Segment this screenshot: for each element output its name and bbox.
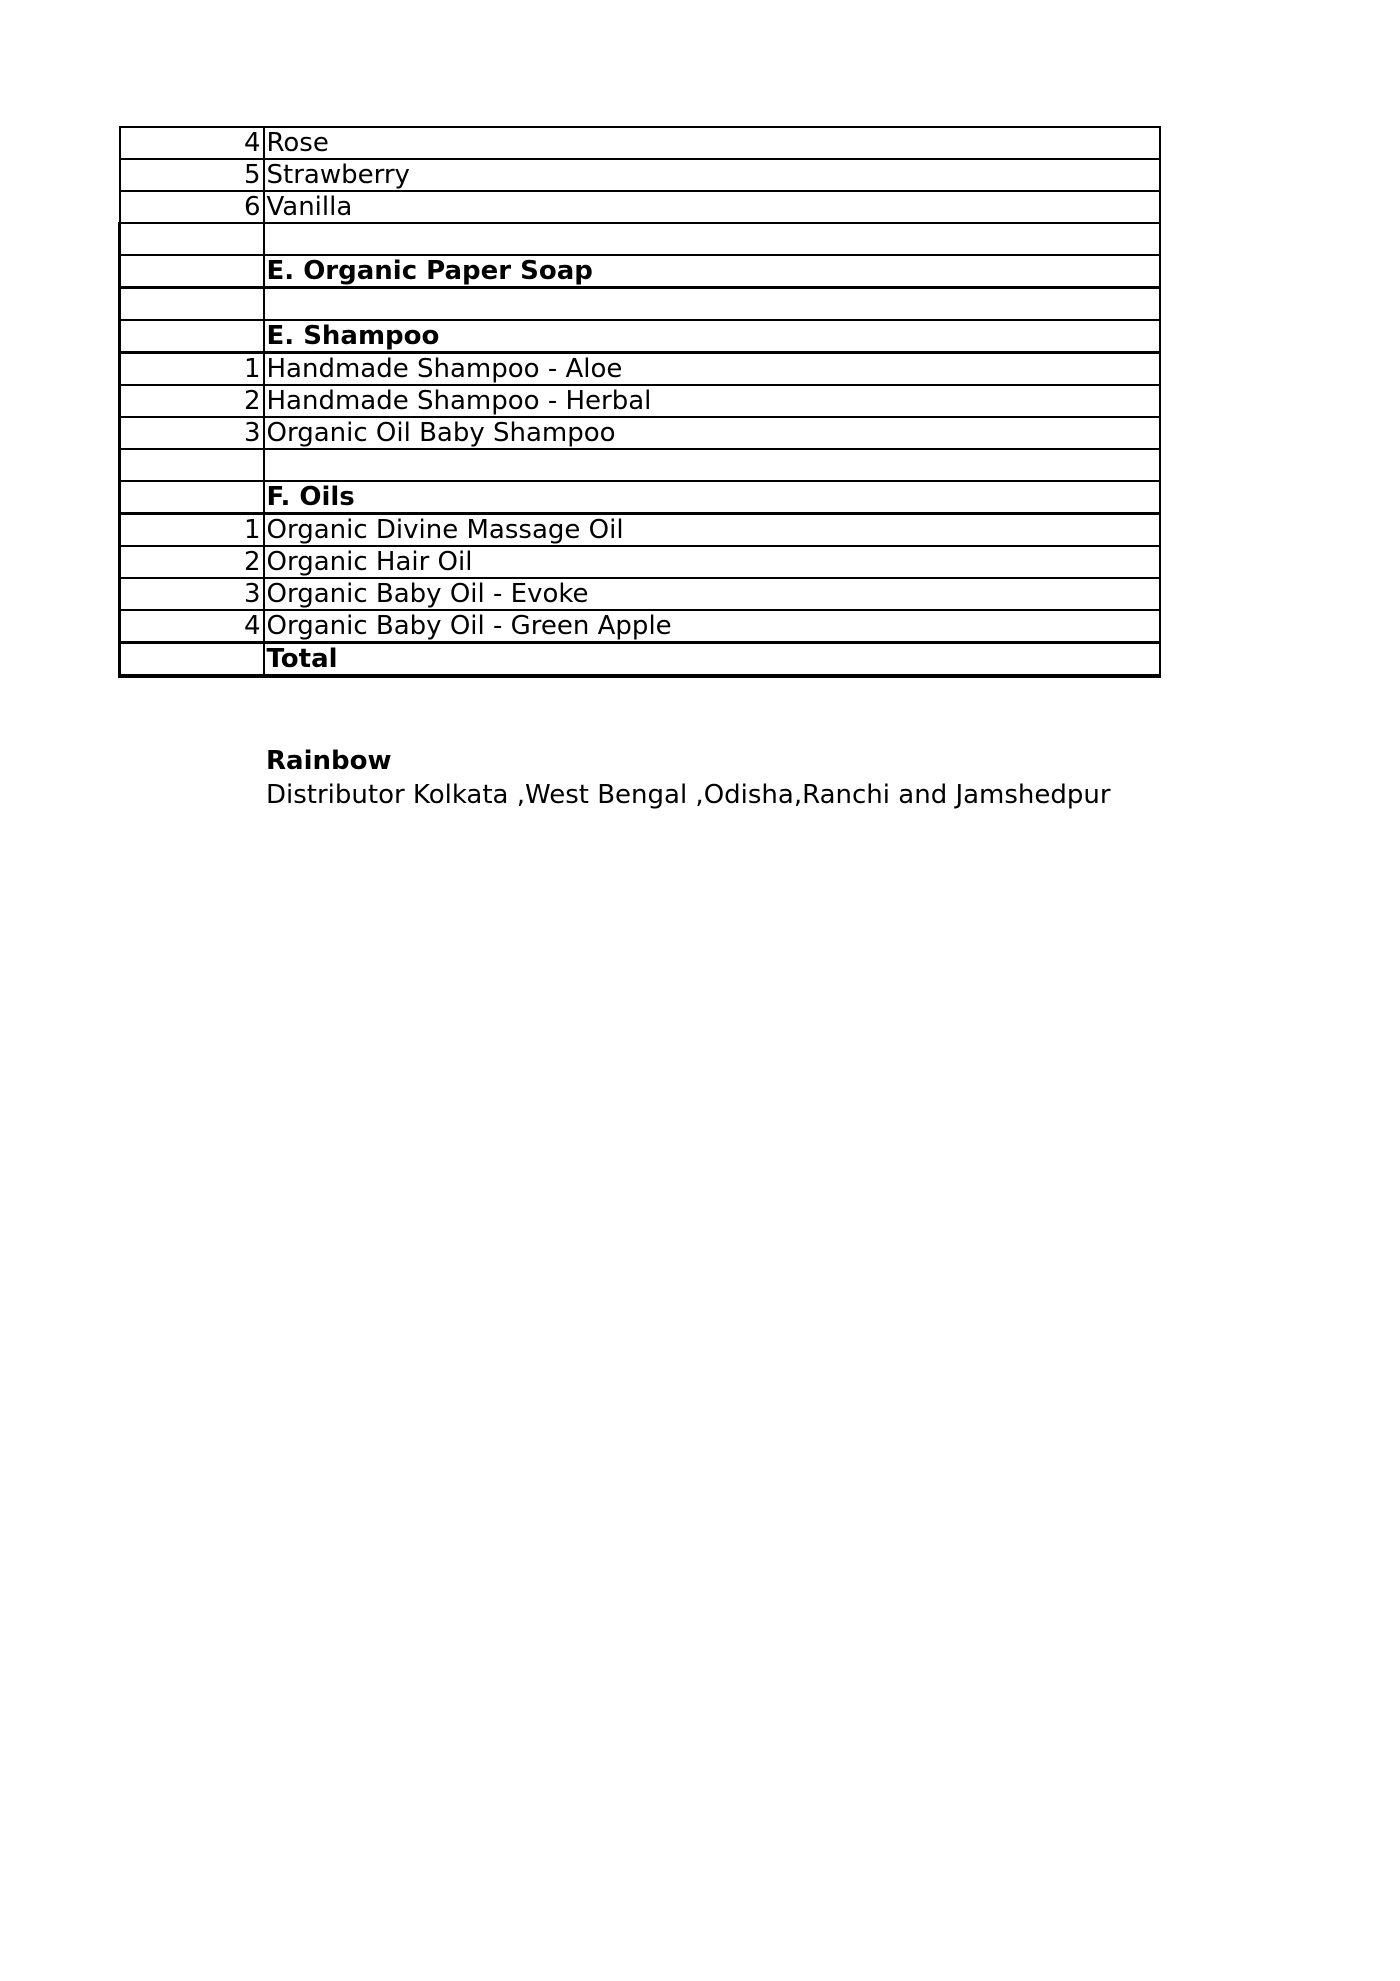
company-name: Rainbow — [266, 746, 392, 776]
item-name: Handmade Shampoo - Herbal — [264, 385, 1160, 417]
table-row — [120, 385, 1160, 417]
item-name: Rose — [264, 127, 1160, 159]
item-name — [264, 223, 1160, 255]
product-table-body — [120, 127, 1160, 676]
item-name: Organic Divine Massage Oil — [264, 514, 1160, 547]
item-name: Vanilla — [264, 191, 1160, 223]
table-row — [120, 514, 1160, 547]
item-number: 6 — [120, 191, 264, 223]
table-row — [120, 578, 1160, 610]
blank-row — [120, 223, 1160, 255]
item-number — [120, 643, 264, 677]
table-row — [120, 417, 1160, 449]
footer — [266, 744, 1111, 812]
section-heading-row — [120, 255, 1160, 288]
item-number — [120, 255, 264, 288]
total-row — [120, 643, 1160, 677]
section-heading: E. Organic Paper Soap — [264, 255, 1160, 288]
table-row — [120, 159, 1160, 191]
item-number: 4 — [120, 127, 264, 159]
table-row — [120, 353, 1160, 386]
price-list-sheet — [118, 126, 1158, 678]
item-name: Organic Baby Oil - Evoke — [264, 578, 1160, 610]
item-number: 3 — [120, 578, 264, 610]
item-name: Organic Baby Oil - Green Apple — [264, 610, 1160, 643]
item-number: 1 — [120, 514, 264, 547]
item-number — [120, 481, 264, 514]
item-number: 2 — [120, 546, 264, 578]
item-number: 5 — [120, 159, 264, 191]
blank-row — [120, 288, 1160, 321]
item-name — [264, 288, 1160, 321]
section-heading: F. Oils — [264, 481, 1160, 514]
total-label: Total — [264, 643, 1160, 677]
item-number — [120, 449, 264, 481]
table-row — [120, 546, 1160, 578]
section-heading-row — [120, 481, 1160, 514]
item-number: 2 — [120, 385, 264, 417]
blank-row — [120, 449, 1160, 481]
section-heading-row — [120, 320, 1160, 353]
item-number — [120, 223, 264, 255]
item-number: 3 — [120, 417, 264, 449]
item-name: Strawberry — [264, 159, 1160, 191]
item-number — [120, 288, 264, 321]
item-name — [264, 449, 1160, 481]
item-number — [120, 320, 264, 353]
product-table — [118, 126, 1161, 678]
table-row — [120, 610, 1160, 643]
item-name: Organic Hair Oil — [264, 546, 1160, 578]
distributor-line: Distributor Kolkata ,West Bengal ,Odisha,Ranchi and Jamshedpur — [266, 780, 1111, 810]
table-row — [120, 191, 1160, 223]
section-heading: E. Shampoo — [264, 320, 1160, 353]
item-name: Organic Oil Baby Shampoo — [264, 417, 1160, 449]
item-name: Handmade Shampoo - Aloe — [264, 353, 1160, 386]
table-row — [120, 127, 1160, 159]
item-number: 4 — [120, 610, 264, 643]
item-number: 1 — [120, 353, 264, 386]
